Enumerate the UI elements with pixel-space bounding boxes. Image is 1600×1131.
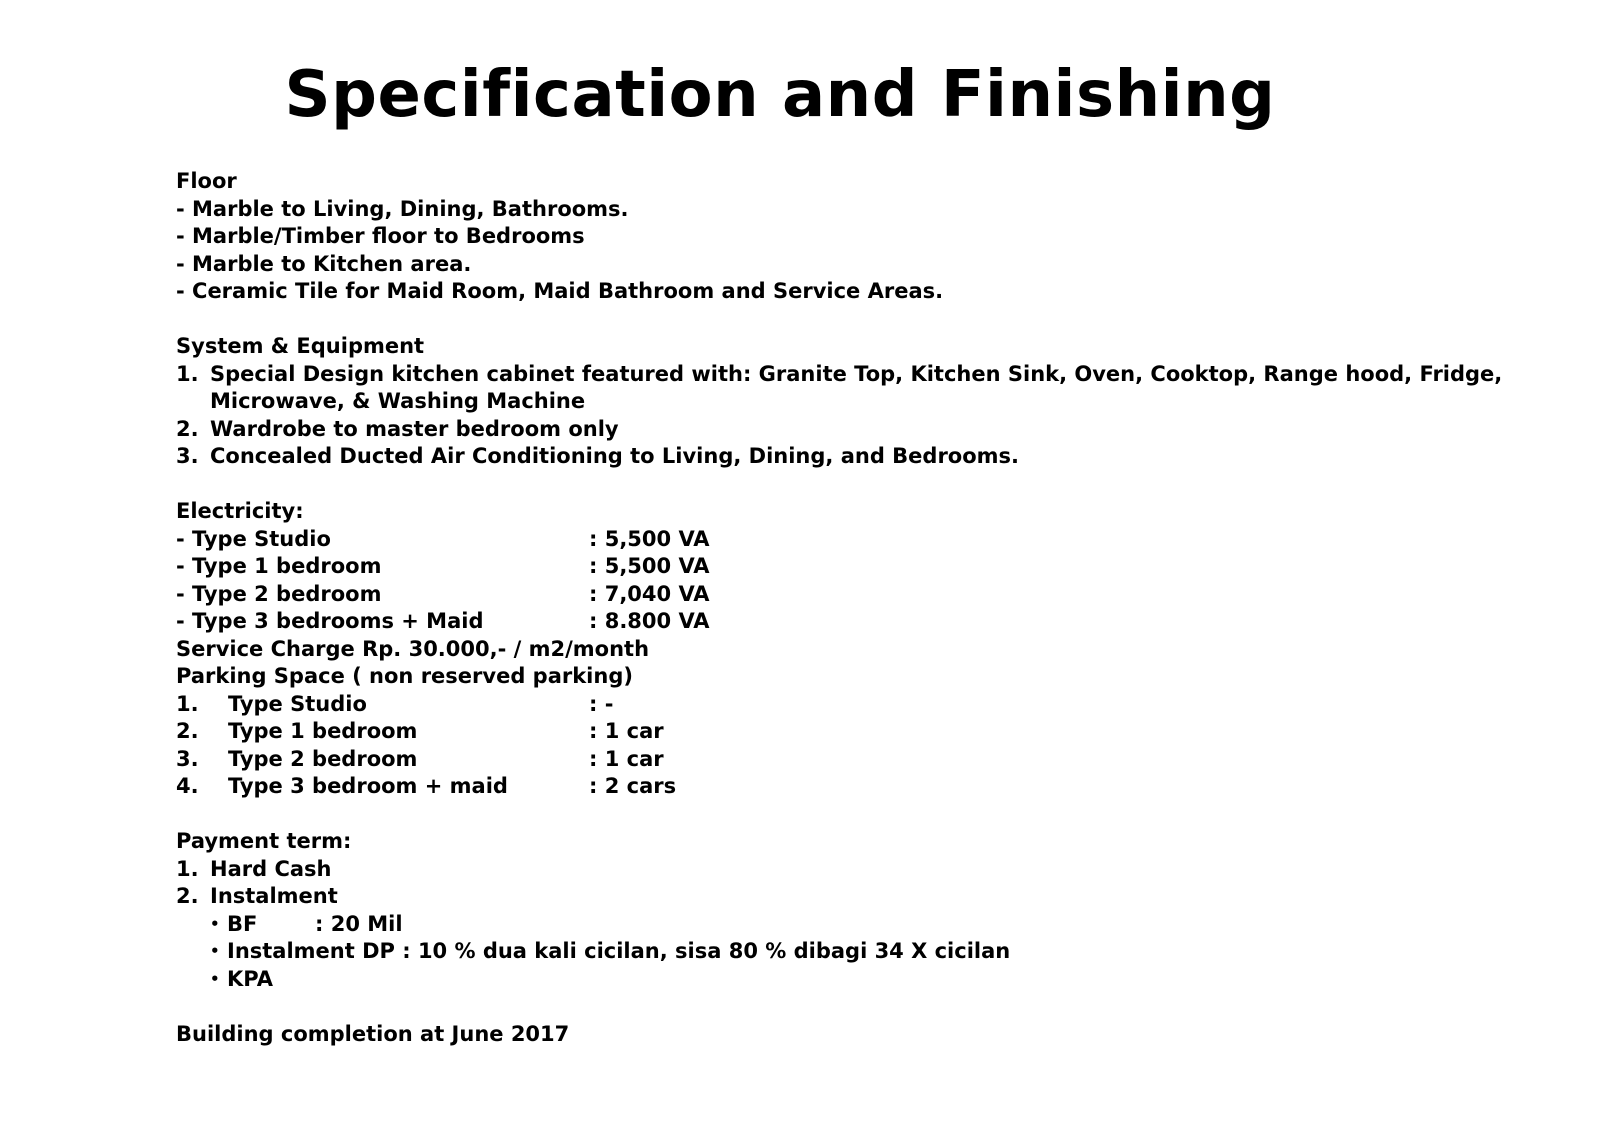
floor-item: - Marble to Living, Dining, Bathrooms. [176,196,629,221]
payment-item-text: Instalment [210,884,338,908]
parking-type: Type 3 bedroom + maid [228,774,508,798]
list-number: 3. [176,746,199,771]
kpa-text: KPA [227,966,273,991]
payment-item-text: Hard Cash [210,856,332,881]
floor-item: - Ceramic Tile for Maid Room, Maid Bathroom and Service Areas. [176,279,944,303]
list-number: 3. [176,444,199,468]
system-item-text: Special Design kitchen cabinet featured with: Granite Top, Kitchen Sink, Oven, Cooktop, Range hood, Fridge, [210,361,1503,386]
bullet-icon: • [210,942,220,960]
parking-value: : 1 car [589,719,664,743]
system-item-text: Concealed Ducted Air Conditioning to Living, Dining, and Bedrooms. [210,444,1020,468]
list-number: 4. [176,774,199,798]
service-charge: Service Charge Rp. 30.000,- / m2/month [176,636,650,661]
system-heading: System & Equipment [176,334,425,358]
floor-item: - Marble to Kitchen area. [176,251,472,276]
parking-heading: Parking Space ( non reserved parking) [176,664,633,688]
electricity-type: - Type Studio [176,526,331,551]
bf-label: BF [227,911,258,936]
floor-heading: Floor [176,169,237,193]
instalment-dp-text: Instalment DP : 10 % dua kali cicilan, sisa 80 % dibagi 34 X cicilan [227,939,1011,963]
floor-item: - Marble/Timber floor to Bedrooms [176,224,585,248]
parking-type: Type 2 bedroom [228,746,418,771]
list-number: 1. [176,691,199,716]
payment-sub-item [176,911,1476,939]
system-item-text: Wardrobe to master bedroom only [210,416,619,441]
page-title: Specification and Finishing [284,58,1276,132]
parking-row [176,746,1476,774]
system-item [176,361,1503,389]
parking-row [176,773,1476,801]
list-number: 1. [176,361,199,386]
electricity-value: : 5,500 VA [589,554,710,578]
system-item-continuation: Microwave, & Washing Machine [210,389,586,413]
parking-value: : 1 car [589,746,664,771]
electricity-heading: Electricity: [176,499,304,523]
list-number: 1. [176,856,199,881]
electricity-row [176,553,1476,581]
electricity-type: - Type 3 bedrooms + Maid [176,609,484,633]
list-number: 2. [176,416,199,441]
parking-value: : - [589,691,614,716]
electricity-row [176,526,1476,554]
payment-heading: Payment term: [176,829,352,853]
completion-note: Building completion at June 2017 [176,1021,570,1046]
bullet-icon: • [210,914,220,933]
payment-sub-item [176,938,1476,966]
parking-row [176,691,1476,719]
electricity-type: - Type 1 bedroom [176,554,382,578]
payment-item [176,883,1476,911]
payment-item [176,856,1476,884]
list-number: 2. [176,884,199,908]
electricity-value: : 5,500 VA [589,526,710,551]
parking-value: : 2 cars [589,774,677,798]
electricity-row [176,608,1476,636]
spec-content [176,168,1503,1048]
bf-value: : 20 Mil [315,911,403,936]
list-number: 2. [176,719,199,743]
electricity-type: - Type 2 bedroom [176,581,382,606]
parking-type: Type Studio [228,691,367,716]
bullet-icon: • [210,969,220,988]
system-item [176,416,1476,444]
parking-row [176,718,1476,746]
parking-type: Type 1 bedroom [228,719,418,743]
electricity-value: : 8.800 VA [589,609,710,633]
electricity-value: : 7,040 VA [589,581,710,606]
payment-sub-item [176,966,1476,994]
system-item [176,443,1476,471]
electricity-row [176,581,1476,609]
